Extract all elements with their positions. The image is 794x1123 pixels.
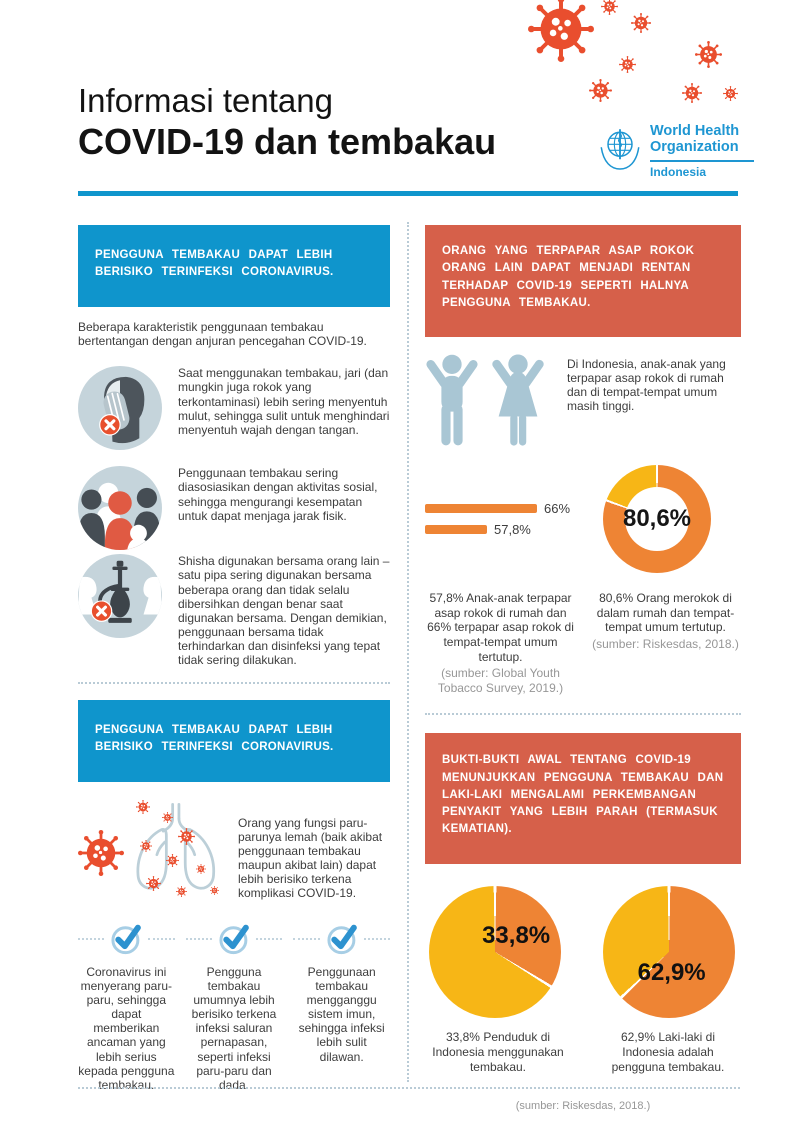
- virus-icon: [631, 13, 651, 33]
- dotted-line: [78, 938, 104, 940]
- social-group-icon: [78, 466, 162, 550]
- pie-chart-population: [429, 886, 561, 1018]
- exposure-captions: [425, 591, 741, 695]
- children-text: Di Indonesia, anak-anak yang terpapar asap rokok di rumah dan di tempat-tempat umum masih tinggi.: [567, 357, 726, 414]
- virus-icon: [140, 840, 152, 852]
- risk-item-shisha: [78, 554, 390, 667]
- risk-item-text: Saat menggunakan tembakau, jari (dan mungkin juga rokok yang terkontaminasi) lebih sering menyentuh mulut, sehingga sulit untuk menghindari menyentuh wajah dengan tangan.: [178, 366, 390, 437]
- shisha-icon: [78, 554, 162, 638]
- header-rule: [78, 191, 738, 196]
- pie-value-label: 33,8%: [482, 921, 551, 949]
- bar-at-home: [425, 525, 487, 534]
- virus-icon: [695, 41, 722, 68]
- check-item: [78, 920, 175, 1092]
- virus-icon: [196, 864, 206, 874]
- risk-item-social: [78, 466, 390, 550]
- virus-icon: [178, 828, 195, 845]
- girl-icon: [487, 353, 549, 449]
- section-divider: [78, 682, 390, 684]
- source-text: (sumber: Riskesdas, 2018.): [592, 636, 739, 651]
- dotted-line: [293, 938, 319, 940]
- source-text: (sumber: Global Youth Tobacco Survey, 2019.): [437, 666, 564, 695]
- bar-row: [425, 501, 597, 516]
- donut-chart: [603, 465, 711, 573]
- risk-item-text: Penggunaan tembakau sering diasosiasikan dengan aktivitas sosial, sehingga mengurangi kesempatan untuk dapat menjaga jarak fisik.: [178, 466, 378, 523]
- left-column: [78, 225, 390, 1092]
- caption-block: [425, 591, 576, 695]
- pie-captions: [425, 1030, 741, 1075]
- check-item: [293, 920, 390, 1092]
- risk-item-face-touch: [78, 366, 390, 450]
- dotted-line: [256, 938, 282, 940]
- pie-chart-males: [603, 886, 735, 1018]
- lungs-section: [78, 794, 390, 912]
- who-emblem-icon: [596, 124, 644, 172]
- checks-section: [78, 920, 390, 1092]
- face-touch-icon: [78, 366, 162, 450]
- right-heading-banner-1: ORANG YANG TERPAPAR ASAP ROKOK ORANG LAIN DAPAT MENJADI RENTAN TERHADAP COVID-19 SEPERTI HALNYA PENGGUNA TEMBAKAU.: [425, 225, 741, 337]
- check-header: [186, 920, 283, 958]
- virus-icon: [166, 854, 179, 867]
- bar-public-places: [425, 504, 537, 513]
- donut-center-label: 80,6%: [622, 505, 692, 532]
- intro-text: Beberapa karakteristik penggunaan tembakau bertentangan dengan anjuran pencegahan COVID-19.: [78, 320, 367, 349]
- lungs-text: Orang yang fungsi paru-parunya lemah (baik akibat penggunaan tembakau maupun akibat lain) dapat lebih berisiko terkena komplikasi COVID-19.: [238, 815, 383, 901]
- pie-value-label: 62,9%: [637, 958, 706, 986]
- virus-icon: [78, 830, 124, 876]
- check-icon: [323, 920, 361, 958]
- check-text: Penggunaan tembakau mengganggu sistem imun, sehingga infeksi lebih sulit dilawan.: [298, 964, 385, 1064]
- virus-icon: [723, 86, 738, 101]
- check-item: [186, 920, 283, 1092]
- right-heading-banner-2: BUKTI-BUKTI AWAL TENTANG COVID-19 MENUNJUKKAN PENGGUNA TEMBAKAU DAN LAKI-LAKI MENGALAMI PERKEMBANGAN PENYAKIT YANG LEBIH PARAH (TERMASUK KEMATIAN).: [425, 733, 741, 863]
- virus-icon: [176, 886, 187, 897]
- donut-hole: [622, 487, 692, 551]
- dotted-line: [148, 938, 174, 940]
- lungs-illustration: [78, 794, 228, 910]
- check-header: [293, 920, 390, 958]
- page-title: [78, 82, 496, 163]
- bar-chart: [425, 495, 597, 543]
- left-heading-banner-1: PENGGUNA TEMBAKAU DAPAT LEBIH BERISIKO TERINFEKSI CORONAVIRUS.: [78, 225, 390, 307]
- virus-icon: [210, 886, 219, 895]
- caption-text: 57,8% Anak-anak terpapar asap rokok di rumah dan 66% terpapar asap rokok di tempat-tempat umum tertutup.: [427, 591, 574, 664]
- dotted-line: [186, 938, 212, 940]
- children-section: [425, 351, 741, 455]
- who-name-line-2: Organization: [650, 138, 739, 155]
- who-name-line-1: World Health: [650, 123, 740, 139]
- children-illustration: [425, 351, 551, 449]
- check-header: [78, 920, 175, 958]
- virus-icon: [162, 812, 173, 823]
- source-text: (sumber: Riskesdas, 2018.): [515, 1099, 651, 1112]
- virus-icon: [589, 79, 612, 102]
- check-text: Coronavirus ini menyerang paru-paru, sehingga dapat memberikan ancaman yang lebih serius kepada pengguna tembakau.: [78, 964, 175, 1092]
- caption-text: 80,6% Orang merokok di dalam rumah dan tempat-tempat umum tertutup.: [596, 591, 735, 635]
- who-logo-divider: [650, 160, 754, 162]
- virus-icon: [601, 0, 618, 15]
- virus-icon: [136, 800, 150, 814]
- who-country: Indonesia: [650, 164, 707, 179]
- caption-text: 33,8% Penduduk di Indonesia menggunakan tembakau.: [432, 1029, 564, 1074]
- caption-text: 62,9% Laki-laki di Indonesia adalah pengguna tembakau.: [611, 1029, 725, 1074]
- who-logo: [596, 124, 754, 179]
- bar-value-label: 66%: [544, 501, 571, 516]
- virus-icon: [146, 876, 161, 891]
- page-title-line-1: Informasi tentang: [78, 82, 333, 119]
- page-title-line-2: COVID-19 dan tembakau: [78, 120, 497, 162]
- bar-row: [425, 522, 597, 537]
- column-divider: [407, 222, 409, 1082]
- bar-value-label: 57,8%: [494, 522, 531, 537]
- dotted-line: [364, 938, 390, 940]
- virus-icon: [528, 0, 594, 62]
- bottom-divider: [78, 1087, 740, 1089]
- virus-icon: [682, 83, 702, 103]
- check-icon: [215, 920, 253, 958]
- right-column: [425, 225, 741, 1115]
- exposure-charts: [425, 463, 741, 575]
- pie-charts: [425, 886, 741, 1018]
- virus-icon: [619, 56, 636, 73]
- section-divider: [425, 713, 741, 715]
- check-icon: [107, 920, 145, 958]
- risk-item-text: Shisha digunakan bersama orang lain – satu pipa sering digunakan bersama beberapa orang dan tidak selalu dibersihkan dengan benar saat digunakan bersama. Dengan demikian, penggunaan bersama tidak terhindarkan dan disinfeksi yang tepat tidak sering dilakukan.: [178, 554, 390, 668]
- caption-block: [590, 591, 741, 695]
- left-heading-banner-2: PENGGUNA TEMBAKAU DAPAT LEBIH BERISIKO TERINFEKSI CORONAVIRUS.: [78, 700, 390, 782]
- boy-icon: [425, 353, 479, 449]
- check-text: Pengguna tembakau umumnya lebih berisiko terkena infeksi saluran pernapasan, seperti infeksi paru-paru dan dada.: [191, 964, 277, 1092]
